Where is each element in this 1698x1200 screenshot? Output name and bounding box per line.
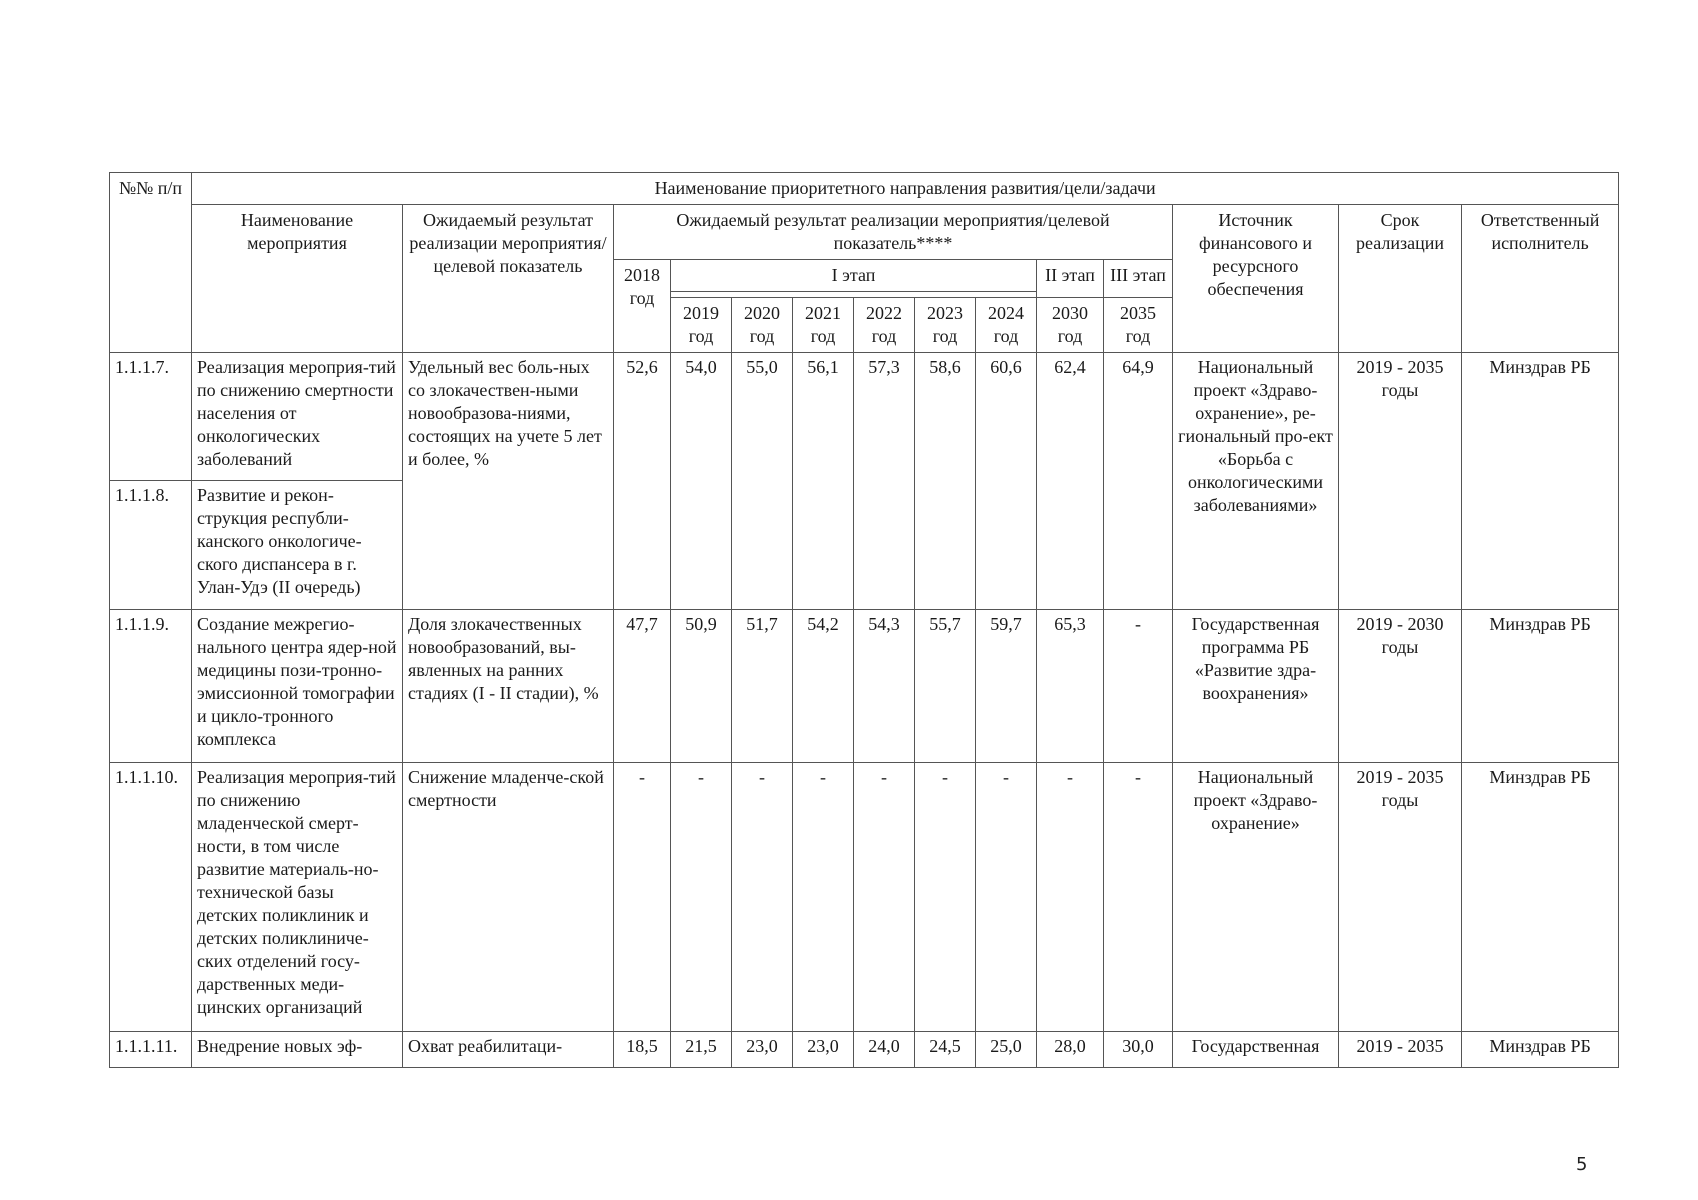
result-cell: Удельный вес боль-ных со злокачествен-ными новообразова-ниями, состоящих на учете 5 лет и более, % (403, 353, 614, 610)
value-cell: 47,7 (614, 610, 671, 763)
value-cell: 54,2 (793, 610, 854, 763)
row-number: 1.1.1.8. (110, 481, 192, 610)
value-cell: 21,5 (671, 1032, 732, 1068)
value-cell: 23,0 (732, 1032, 793, 1068)
section-title: Наименование приоритетного направления развития/цели/задачи (192, 173, 1619, 205)
activity-cell: Развитие и рекон-струкция республи-канского онкологиче-ского диспансера в г. Улан-Удэ (II очередь) (192, 481, 403, 610)
value-cell: 57,3 (854, 353, 915, 610)
value-cell: - (1037, 763, 1104, 1032)
year-header: 2024 год (976, 298, 1037, 353)
row-number: 1.1.1.9. (110, 610, 192, 763)
row-number: 1.1.1.10. (110, 763, 192, 1032)
responsible-cell: Минздрав РБ (1462, 763, 1619, 1032)
term-cell: 2019 - 2035 (1339, 1032, 1462, 1068)
table-row (110, 610, 1619, 763)
term-header: Срок реализации (1339, 205, 1462, 353)
term-cell: 2019 - 2035 годы (1339, 763, 1462, 1032)
page-number: 5 (1576, 1154, 1588, 1175)
table-row (110, 353, 1619, 481)
value-cell: - (976, 763, 1037, 1032)
value-cell: 65,3 (1037, 610, 1104, 763)
value-cell: 54,0 (671, 353, 732, 610)
table-row (110, 1032, 1619, 1068)
value-cell: 50,9 (671, 610, 732, 763)
value-cell: - (614, 763, 671, 1032)
value-cell: 64,9 (1104, 353, 1173, 610)
row-number: 1.1.1.7. (110, 353, 192, 481)
year-header: 2030 год (1037, 298, 1104, 353)
value-cell: 25,0 (976, 1032, 1037, 1068)
stage-3-header: III этап (1104, 260, 1173, 298)
responsible-cell: Минздрав РБ (1462, 610, 1619, 763)
responsible-cell: Минздрав РБ (1462, 1032, 1619, 1068)
value-cell: 60,6 (976, 353, 1037, 610)
value-cell: - (671, 763, 732, 1032)
value-cell: 30,0 (1104, 1032, 1173, 1068)
value-cell: 58,6 (915, 353, 976, 610)
year-header: 2022 год (854, 298, 915, 353)
activity-cell: Создание межрегио-нального центра ядер-ной медицины пози-тронно-эмиссионной томографии и цикло-тронного комплекса (192, 610, 403, 763)
year-header: 2035 год (1104, 298, 1173, 353)
value-cell: - (1104, 763, 1173, 1032)
year-header: 2019 год (671, 298, 732, 353)
value-cell: 59,7 (976, 610, 1037, 763)
year-header: 2023 год (915, 298, 976, 353)
value-cell: - (1104, 610, 1173, 763)
value-cell: - (915, 763, 976, 1032)
activity-cell: Внедрение новых эф- (192, 1032, 403, 1068)
activity-cell: Реализация мероприя-тий по снижению смертности населения от онкологических заболеваний (192, 353, 403, 481)
table-row (110, 763, 1619, 1032)
stage-2-header: II этап (1037, 260, 1104, 298)
activity-header: Наименование мероприятия (192, 205, 403, 353)
source-cell: Национальный проект «Здраво-охранение» (1173, 763, 1339, 1032)
source-cell: Государственная программа РБ «Развитие здра-воохранения» (1173, 610, 1339, 763)
stage-1-header: I этап (671, 260, 1037, 292)
value-cell: 18,5 (614, 1032, 671, 1068)
program-table (109, 172, 1619, 1068)
value-cell: - (732, 763, 793, 1032)
year-header: 2020 год (732, 298, 793, 353)
value-cell: 28,0 (1037, 1032, 1104, 1068)
responsible-header: Ответственный исполнитель (1462, 205, 1619, 353)
year-header: 2021 год (793, 298, 854, 353)
result-cell: Доля злокачественных новообразований, вы-явленных на ранних стадиях (I - II стадии), % (403, 610, 614, 763)
term-cell: 2019 - 2030 годы (1339, 610, 1462, 763)
value-cell: 51,7 (732, 610, 793, 763)
value-cell: 52,6 (614, 353, 671, 610)
value-cell: - (793, 763, 854, 1032)
result-cell: Охват реабилитаци- (403, 1032, 614, 1068)
activity-cell: Реализация мероприя-тий по снижению младенческой смерт-ности, в том числе развитие материаль-но-технической базы детских поликлиник и детских поликлиниче-ских отделений госу-дарственных меди-цинских организаций (192, 763, 403, 1032)
indicator-header: Ожидаемый результат реализации мероприятия/целевой показатель**** (614, 205, 1173, 260)
value-cell: - (854, 763, 915, 1032)
value-cell: 24,5 (915, 1032, 976, 1068)
value-cell: 62,4 (1037, 353, 1104, 610)
value-cell: 55,7 (915, 610, 976, 763)
source-header: Источник финансового и ресурсного обеспечения (1173, 205, 1339, 353)
value-cell: 54,3 (854, 610, 915, 763)
value-cell: 24,0 (854, 1032, 915, 1068)
value-cell: 56,1 (793, 353, 854, 610)
row-number: 1.1.1.11. (110, 1032, 192, 1068)
responsible-cell: Минздрав РБ (1462, 353, 1619, 610)
value-cell: 23,0 (793, 1032, 854, 1068)
num-header: №№ п/п (110, 173, 192, 353)
result-header: Ожидаемый результат реализации мероприятия/целевой показатель (403, 205, 614, 353)
source-cell: Национальный проект «Здраво-охранение», ре-гиональный про-ект «Борьба с онкологическими заболеваниями» (1173, 353, 1339, 610)
year-2018-header: 2018 год (614, 260, 671, 353)
header-row-2 (110, 205, 1619, 260)
source-cell: Государственная (1173, 1032, 1339, 1068)
result-cell: Снижение младенче-ской смертности (403, 763, 614, 1032)
header-row-1 (110, 173, 1619, 205)
value-cell: 55,0 (732, 353, 793, 610)
term-cell: 2019 - 2035 годы (1339, 353, 1462, 610)
